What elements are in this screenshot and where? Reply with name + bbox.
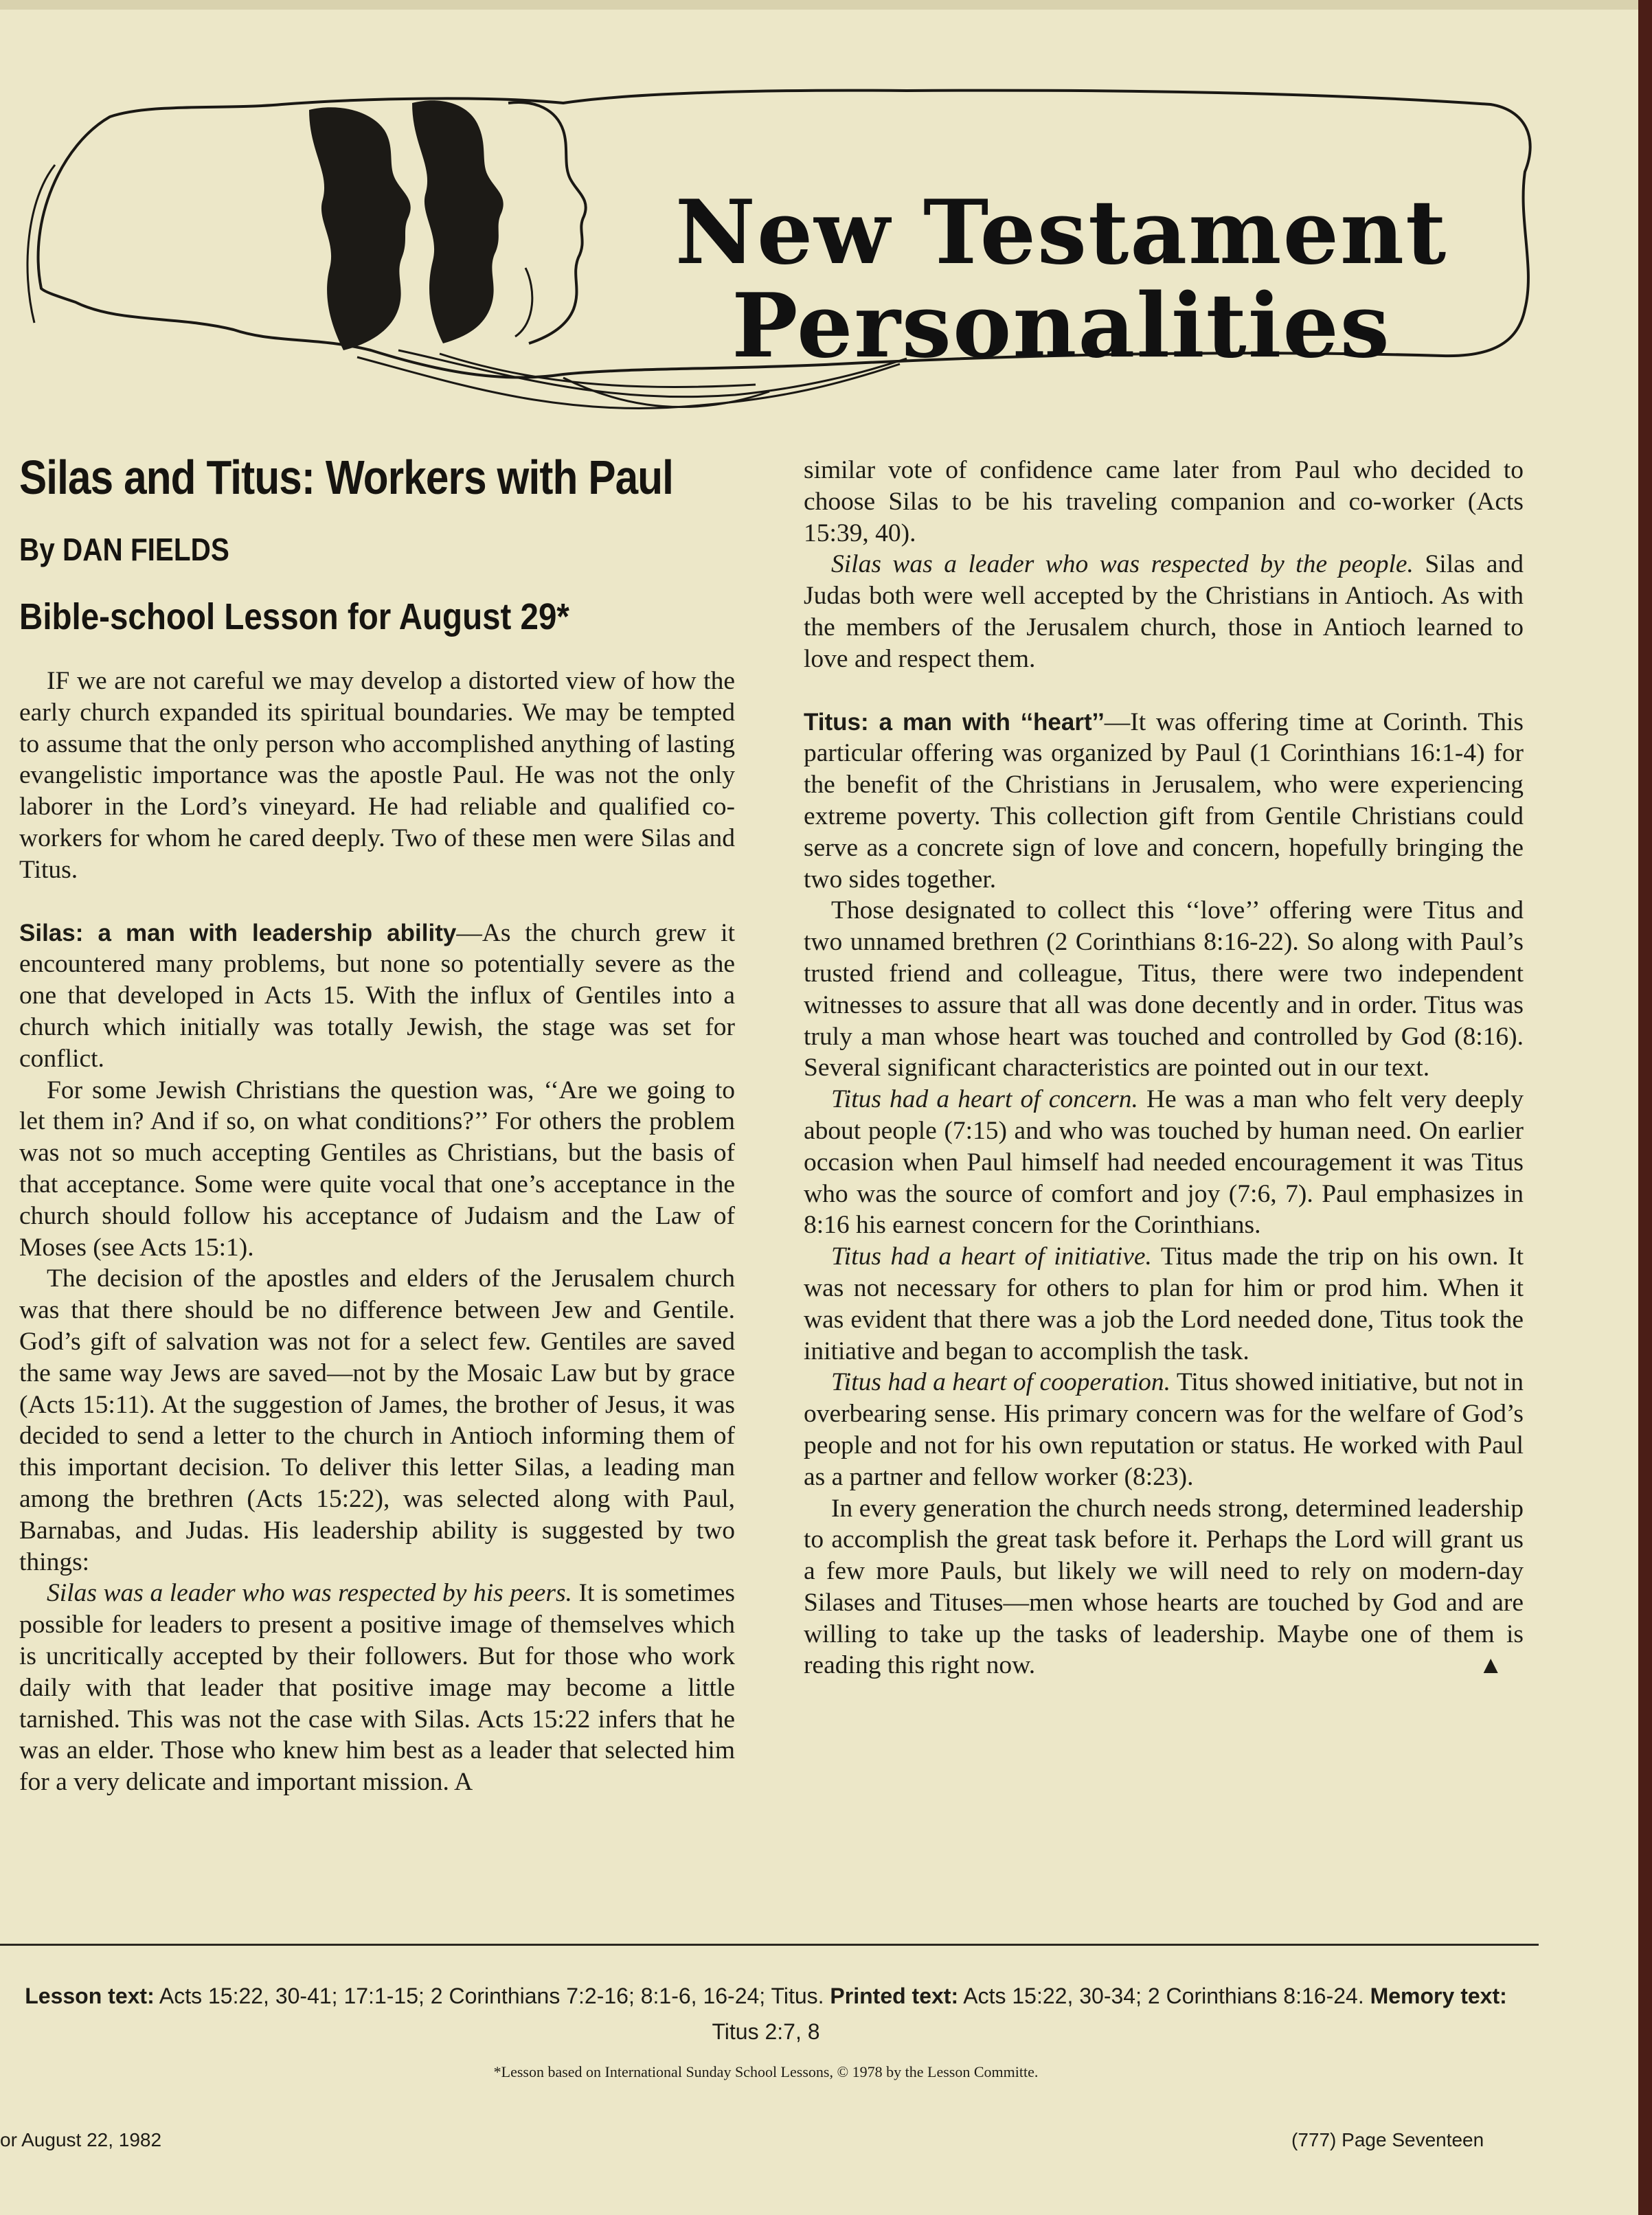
page-right-edge (1638, 0, 1652, 2215)
right-column (804, 455, 1524, 1681)
end-mark-icon: ▲ (1478, 1651, 1503, 1679)
closing-text: In every generation the church needs strong, determined leadership to accomplish the great task before it. Perhaps the Lord will grant us a few more Pauls, but likely we will need to rely on modern-day Silases and Tituses—men whose hearts are touched by God and are willing to take up the tasks of leadership. Maybe one of them is reading this right now. (804, 1494, 1524, 1680)
right-paragraph-2 (804, 549, 1524, 674)
right-p2-text: Silas and Judas both were well accepted by the Christians in Antioch. As with the members of the Jerusalem church, those in Antioch learned to love and respect them. (804, 550, 1524, 673)
lesson-text-label: Lesson text: (25, 1984, 155, 2008)
folio-date: or August 22, 1982 (0, 2129, 162, 2150)
silas-p4-text: It is sometimes possible for leaders to present a positive image of themselves which is uncritically accepted by their followers. But for those who work daily with that leader that positive image may become a little tarnished. This was not the case with Silas. Acts 15:22 infers that he was an elder. Those who knew him best as a leader that selected him for a very delicate and important mission. A (19, 1579, 735, 1797)
memory-text-label: Memory text: (1370, 1984, 1507, 2008)
silas-peers-italic: Silas was a leader who was respected by his peers. (47, 1579, 572, 1608)
titus-concern-italic: Titus had a heart of concern. (831, 1085, 1138, 1114)
silas-section-paragraph (19, 918, 735, 1075)
lesson-reference (0, 1978, 1532, 2049)
titus-initiative-italic: Titus had a heart of initiative. (831, 1242, 1152, 1271)
silas-paragraph-4 (19, 1578, 735, 1798)
lesson-text-value: Acts 15:22, 30-41; 17:1-15; 2 Corinthians 7:2-16; 8:1-6, 16-24; Titus. (154, 1984, 830, 2008)
titus-p4-text: Titus made the trip on his own. It was not necessary for others to plan for him or prod him. When it was evident that there was a job the Lord needed done, Titus took the initiative and began to accomplish the task. (804, 1242, 1524, 1365)
silas-paragraph-2: For some Jewish Christians the question was, ‘‘Are we going to let them in? And if so, on what conditions?’’ For others the problem was not so much accepting Gentiles as Christians, but the basis of that acceptance. Some were quite vocal that one’s acceptance in the church should follow his acceptance of Judaism and the Law of Moses (see Acts 15:1). (19, 1076, 735, 1262)
banner-title-line1: New Testament (675, 181, 1448, 284)
banner-title-line2: Personalities (732, 275, 1391, 378)
titus-heading: Titus: a man with ‘‘heart’’ (804, 708, 1105, 736)
header-banner (14, 62, 1552, 419)
silas-people-italic: Silas was a leader who was respected by the people. (831, 550, 1414, 579)
footer-rule (0, 1944, 1539, 1946)
titus-section-paragraph (804, 707, 1524, 896)
left-column (19, 450, 735, 1798)
titus-p1-text: —It was offering time at Corinth. This particular offering was organized by Paul (1 Corinthians 16:1-4) for the benefit of the Christians in Jerusalem, who were experiencing extreme poverty. This collection gift from Gentile Christians could serve as a concrete sign of love and concern, hopefully bringing the two sides together. (804, 707, 1524, 894)
lesson-date: Bible-school Lesson for August 29* (19, 596, 569, 637)
banner-title (632, 181, 1491, 378)
printed-text-label: Printed text: (830, 1984, 959, 2008)
article-title: Silas and Titus: Workers with Paul (19, 451, 674, 504)
profile-silhouette-2 (412, 100, 503, 343)
byline: By DAN FIELDS (19, 532, 229, 567)
profile-silhouette-1 (309, 107, 411, 350)
titus-p5-text: Titus showed initiative, but not in overbearing sense. His primary concern was for the welfare of God’s people and not for his own reputation or status. He worked with Paul as a partner and fellow worker (8:23). (804, 1368, 1524, 1491)
titus-paragraph-4 (804, 1241, 1524, 1367)
silas-heading: Silas: a man with leadership ability (19, 919, 457, 946)
titus-paragraph-3 (804, 1084, 1524, 1241)
profile-outline-3 (508, 102, 586, 343)
closing-paragraph (804, 1493, 1524, 1682)
titus-cooperation-italic: Titus had a heart of cooperation. (831, 1368, 1171, 1397)
intro-paragraph: IF we are not careful we may develop a distorted view of how the early church expanded its spiritual boundaries. We may be tempted to assume that the only person who accomplished anything of lasting evangelistic importance was the apostle Paul. He was not the only laborer in the Lord’s vineyard. He had reliable and qualified co-workers for whom he cared deeply. Two of these men were Silas and Titus. (19, 667, 735, 884)
memory-text-value: Titus 2:7, 8 (712, 2019, 820, 2044)
page-top-edge (0, 0, 1638, 10)
titus-p3-text: He was a man who felt very deeply about people (7:15) and who was touched by human need. On earlier occasion when Paul himself had needed encouragement it was Titus who was the source of comfort and joy (7:6, 7). Paul emphasizes in 8:16 his earnest concern for the Corinthians. (804, 1085, 1524, 1240)
printed-text-value: Acts 15:22, 30-34; 2 Corinthians 8:16-24. (958, 1984, 1370, 2008)
footnote: *Lesson based on International Sunday School Lessons, © 1978 by the Lesson Committe. (493, 2063, 1039, 2080)
titus-paragraph-2: Those designated to collect this ‘‘love’’ offering were Titus and two unnamed brethren (2 Corinthians 8:16-22). So along with Paul’s trusted friend and colleague, Titus, there were two independent witnesses to assure that all was done decently and in order. Titus was truly a man whose heart was touched and controlled by God (8:16). Several significant characteristics are pointed out in our text. (804, 896, 1524, 1082)
right-paragraph-1: similar vote of confidence came later from Paul who decided to choose Silas to be his traveling companion and co-worker (Acts 15:39, 40). (804, 456, 1524, 547)
left-body-text (19, 666, 735, 1798)
titus-paragraph-5 (804, 1367, 1524, 1492)
silas-p1-text: —As the church grew it encountered many problems, but none so potentially severe as the one that developed in Acts 15. With the influx of Gentiles into a church which initially was totally Jewish, the stage was set for conflict. (19, 918, 735, 1073)
silas-paragraph-3: The decision of the apostles and elders of the Jerusalem church was that there should be no difference between Jew and Gentile. God’s gift of salvation was not for a select few. Gentiles are saved the same way Jews are saved—not by the Mosaic Law but by grace (Acts 15:11). At the suggestion of James, the brother of Jesus, it was decided to send a letter to the church in Antioch informing them of this important decision. To deliver this letter Silas, a leading man among the brethren (Acts 15:22), was selected along with Paul, Barnabas, and Judas. His leadership ability is suggested by two things: (19, 1264, 735, 1576)
folio-page-number: (777) Page Seventeen (1291, 2129, 1484, 2150)
